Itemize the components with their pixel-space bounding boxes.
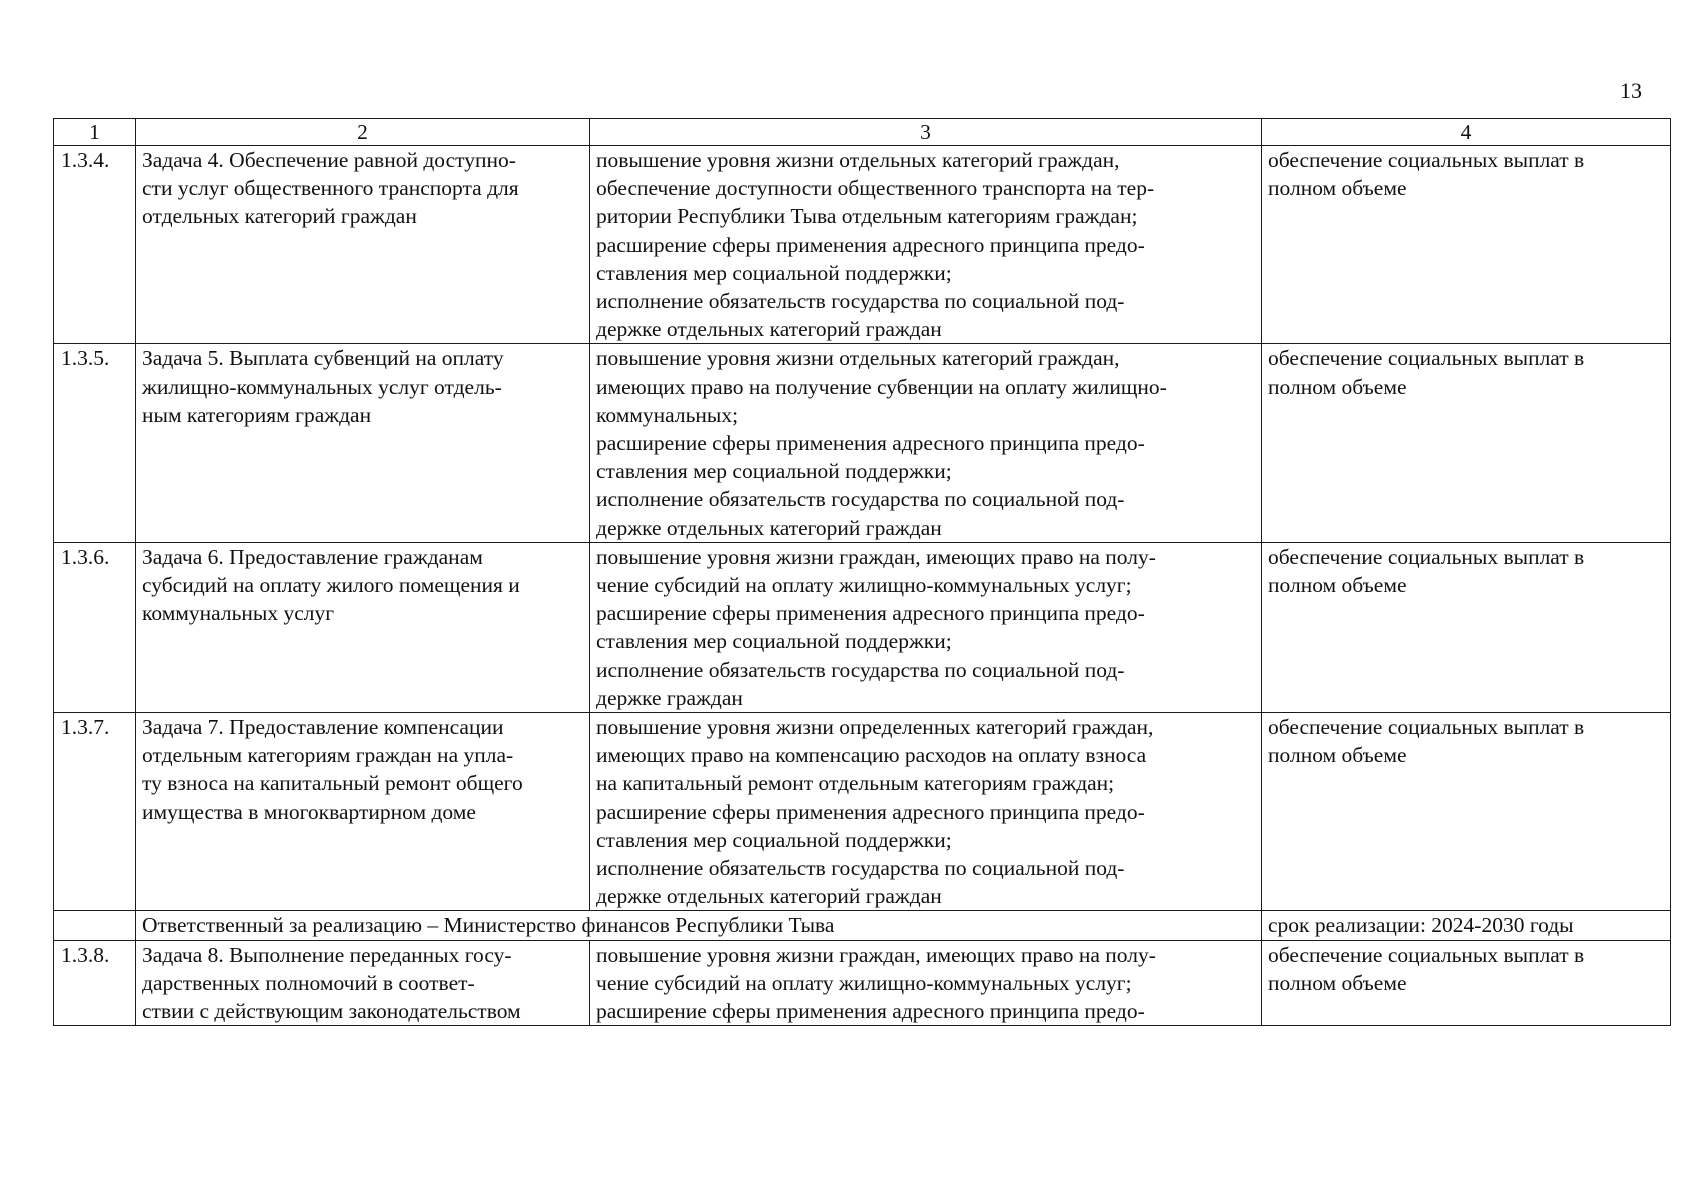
- table-row: [54, 542, 1671, 712]
- indicator-cell: обеспечение социальных выплат в полном объеме: [1262, 713, 1671, 911]
- task-cell: Задача 6. Предоставление гражданам субсидий на оплату жилого помещения и коммунальных услуг: [136, 542, 590, 712]
- row-number-empty: [54, 911, 136, 940]
- term-cell: срок реализации: 2024-2030 годы: [1262, 911, 1671, 940]
- responsible-row: [54, 911, 1671, 940]
- table-row: [54, 146, 1671, 344]
- task-cell: Задача 7. Предоставление компенсации отдельным категориям граждан на упла- ту взноса на капитальный ремонт общего имущества в многоквартирном доме: [136, 713, 590, 911]
- column-header-3: 3: [590, 119, 1262, 146]
- row-number: 1.3.5.: [54, 344, 136, 542]
- column-header-2: 2: [136, 119, 590, 146]
- table-row: [54, 344, 1671, 542]
- result-cell: повышение уровня жизни отдельных категорий граждан, обеспечение доступности общественного транспорта на тер- ритории Республики Тыва отдельным категориям граждан; расширение сферы применения адресного принципа предо- ставления мер социальной поддержки; исполнение обязательств государства по социальной под- держке отдельных категорий граждан: [590, 146, 1262, 344]
- indicator-cell: обеспечение социальных выплат в полном объеме: [1262, 940, 1671, 1026]
- table-row: [54, 713, 1671, 911]
- result-cell: повышение уровня жизни граждан, имеющих право на полу- чение субсидий на оплату жилищно-коммунальных услуг; расширение сферы применения адресного принципа предо- ставления мер социальной поддержки; исполнение обязательств государства по социальной под- держке граждан: [590, 542, 1262, 712]
- result-cell: повышение уровня жизни отдельных категорий граждан, имеющих право на получение субвенции на оплату жилищно- коммунальных; расширение сферы применения адресного принципа предо- ставления мер социальной поддержки; исполнение обязательств государства по социальной под- держке отдельных категорий граждан: [590, 344, 1262, 542]
- row-number: 1.3.6.: [54, 542, 136, 712]
- column-header-4: 4: [1262, 119, 1671, 146]
- indicator-cell: обеспечение социальных выплат в полном объеме: [1262, 542, 1671, 712]
- task-cell: Задача 8. Выполнение переданных госу- дарственных полномочий в соответ- ствии с действующим законодательством: [136, 940, 590, 1026]
- result-cell: повышение уровня жизни граждан, имеющих право на полу- чение субсидий на оплату жилищно-коммунальных услуг; расширение сферы применения адресного принципа предо-: [590, 940, 1262, 1026]
- table-header-row: [54, 119, 1671, 146]
- row-number: 1.3.7.: [54, 713, 136, 911]
- task-cell: Задача 4. Обеспечение равной доступно- сти услуг общественного транспорта для отдельных категорий граждан: [136, 146, 590, 344]
- column-header-1: 1: [54, 119, 136, 146]
- indicator-cell: обеспечение социальных выплат в полном объеме: [1262, 146, 1671, 344]
- table-row: [54, 940, 1671, 1026]
- task-cell: Задача 5. Выплата субвенций на оплату жилищно-коммунальных услуг отдель- ным категориям граждан: [136, 344, 590, 542]
- responsible-cell: Ответственный за реализацию – Министерство финансов Республики Тыва: [136, 911, 1262, 940]
- page-number: 13: [1620, 78, 1642, 103]
- row-number: 1.3.8.: [54, 940, 136, 1026]
- measures-table: [53, 118, 1671, 1026]
- result-cell: повышение уровня жизни определенных категорий граждан, имеющих право на компенсацию расходов на оплату взноса на капитальный ремонт отдельным категориям граждан; расширение сферы применения адресного принципа предо- ставления мер социальной поддержки; исполнение обязательств государства по социальной под- держке отдельных категорий граждан: [590, 713, 1262, 911]
- indicator-cell: обеспечение социальных выплат в полном объеме: [1262, 344, 1671, 542]
- row-number: 1.3.4.: [54, 146, 136, 344]
